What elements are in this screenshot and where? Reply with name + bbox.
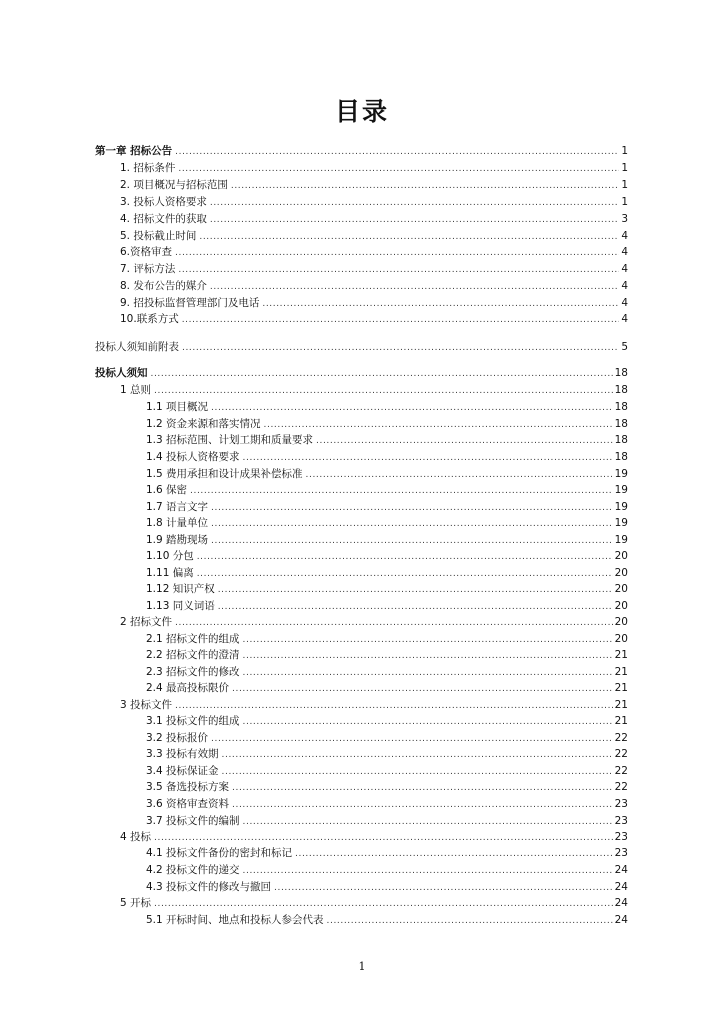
toc-entry[interactable] xyxy=(95,144,628,158)
toc-entry-label: 投标人须知 xyxy=(95,367,148,379)
page-number: 1 xyxy=(358,960,366,973)
dot-leader xyxy=(264,419,613,431)
dot-leader xyxy=(232,782,613,794)
dot-leader xyxy=(243,816,613,828)
toc-entry-page: 22 xyxy=(614,765,628,777)
toc-entry-page: 19 xyxy=(614,468,628,480)
toc-entry-label: 1.13 同义词语 xyxy=(146,600,215,612)
toc-entry-label: 第一章 招标公告 xyxy=(95,145,173,157)
toc-entry-label: 1.12 知识产权 xyxy=(146,583,215,595)
toc-entry-page: 18 xyxy=(614,418,628,430)
toc-entry-label: 1.11 偏离 xyxy=(146,567,194,579)
toc-entry-page: 24 xyxy=(614,914,628,926)
toc-entry-label: 1.5 费用承担和设计成果补偿标准 xyxy=(146,468,303,480)
toc-entry-page: 20 xyxy=(614,550,628,562)
toc-entry-label: 5 开标 xyxy=(120,897,152,909)
dot-leader xyxy=(243,865,613,877)
toc-entry[interactable] xyxy=(146,483,628,497)
toc-entry-page: 20 xyxy=(614,633,628,645)
toc-entry[interactable] xyxy=(146,599,628,613)
toc-entry[interactable] xyxy=(120,312,628,326)
dot-leader xyxy=(218,584,613,596)
toc-entry-page: 24 xyxy=(614,864,628,876)
toc-entry[interactable] xyxy=(146,665,628,679)
dot-leader xyxy=(175,700,613,712)
toc-entry-label: 1.1 项目概况 xyxy=(146,401,209,413)
toc-entry-page: 24 xyxy=(614,897,628,909)
dot-leader xyxy=(210,281,619,293)
toc-entry-label: 7. 评标方法 xyxy=(120,263,176,275)
toc-entry-page: 20 xyxy=(614,616,628,628)
dot-leader xyxy=(175,247,619,259)
dot-leader xyxy=(211,502,613,514)
toc-entry[interactable] xyxy=(146,417,628,431)
dot-leader xyxy=(222,749,613,761)
dot-leader xyxy=(316,435,613,447)
toc-entry-label: 1.2 资金来源和落实情况 xyxy=(146,418,261,430)
toc-entry-page: 19 xyxy=(614,484,628,496)
toc-entry-page: 20 xyxy=(614,583,628,595)
toc-entry-page: 23 xyxy=(614,847,628,859)
toc-entry-page: 4 xyxy=(621,246,628,258)
toc-entry-label: 2 招标文件 xyxy=(120,616,173,628)
toc-entry[interactable] xyxy=(120,161,628,175)
toc-entry-label: 1.4 投标人资格要求 xyxy=(146,451,240,463)
toc-entry[interactable] xyxy=(146,814,628,828)
dot-leader xyxy=(178,264,619,276)
toc-entry[interactable] xyxy=(146,913,628,927)
toc-entry[interactable] xyxy=(120,279,628,293)
toc-entry-label: 4.3 投标文件的修改与撤回 xyxy=(146,881,272,893)
toc-entry-page: 1 xyxy=(621,196,628,208)
toc-entry-label: 1.7 语言文字 xyxy=(146,501,209,513)
toc-entry-label: 3.6 资格审查资料 xyxy=(146,798,230,810)
toc-entry[interactable] xyxy=(120,195,628,209)
toc-entry[interactable] xyxy=(146,516,628,530)
dot-leader xyxy=(232,799,613,811)
toc-entry-label: 3.2 投标报价 xyxy=(146,732,209,744)
dot-leader xyxy=(197,551,613,563)
toc-entry-page: 19 xyxy=(614,534,628,546)
toc-entry-page: 4 xyxy=(621,313,628,325)
dot-leader xyxy=(262,298,619,310)
dot-leader xyxy=(154,385,613,397)
toc-entry[interactable] xyxy=(146,566,628,580)
toc-entry[interactable] xyxy=(146,731,628,745)
toc-entry[interactable] xyxy=(120,615,628,629)
toc-entry-label: 5.1 开标时间、地点和投标人参会代表 xyxy=(146,914,324,926)
dot-leader xyxy=(178,163,619,175)
dot-leader xyxy=(190,485,613,497)
toc-entry-label: 1. 招标条件 xyxy=(120,162,176,174)
dot-leader xyxy=(211,733,613,745)
dot-leader xyxy=(243,452,613,464)
toc-entry-label: 1.10 分包 xyxy=(146,550,194,562)
toc-entry-label: 4. 招标文件的获取 xyxy=(120,213,207,225)
toc-entry-page: 21 xyxy=(614,649,628,661)
toc-entry-page: 18 xyxy=(614,434,628,446)
dot-leader xyxy=(327,915,613,927)
toc-entry[interactable] xyxy=(146,714,628,728)
toc-entry-page: 21 xyxy=(614,666,628,678)
toc-entry-label: 1.6 保密 xyxy=(146,484,188,496)
dot-leader xyxy=(243,716,613,728)
toc-entry[interactable] xyxy=(146,450,628,464)
dot-leader xyxy=(182,314,620,326)
toc-entry-label: 1.3 招标范围、计划工期和质量要求 xyxy=(146,434,314,446)
toc-entry[interactable] xyxy=(146,797,628,811)
dot-leader xyxy=(154,832,613,844)
toc-entry-page: 18 xyxy=(614,401,628,413)
toc-entry-label: 9. 招投标监督管理部门及电话 xyxy=(120,297,260,309)
dot-leader xyxy=(232,683,613,695)
toc-entry-page: 23 xyxy=(614,831,628,843)
toc-entry-page: 20 xyxy=(614,567,628,579)
toc-entry-page: 1 xyxy=(621,179,628,191)
toc-entry-label: 1.8 计量单位 xyxy=(146,517,209,529)
dot-leader xyxy=(306,469,613,481)
dot-leader xyxy=(197,568,613,580)
dot-leader xyxy=(211,402,613,414)
toc-entry-page: 21 xyxy=(614,715,628,727)
toc-entry[interactable] xyxy=(146,880,628,894)
dot-leader xyxy=(218,601,613,613)
dot-leader xyxy=(231,180,619,192)
toc-entry-label: 投标人须知前附表 xyxy=(95,341,179,353)
dot-leader xyxy=(151,368,613,380)
toc-entry[interactable] xyxy=(120,262,628,276)
dot-leader xyxy=(243,667,613,679)
toc-entry-page: 1 xyxy=(621,145,628,157)
toc-entry[interactable] xyxy=(120,296,628,310)
toc-entry-page: 22 xyxy=(614,781,628,793)
toc-entry-label: 1.9 踏勘现场 xyxy=(146,534,209,546)
toc-entry[interactable] xyxy=(146,681,628,695)
toc-entry-label: 4.1 投标文件备份的密封和标记 xyxy=(146,847,293,859)
toc-entry-page: 18 xyxy=(614,451,628,463)
toc-entry-label: 3.3 投标有效期 xyxy=(146,748,219,760)
toc-entry[interactable] xyxy=(146,549,628,563)
toc-entry-label: 2. 项目概况与招标范围 xyxy=(120,179,228,191)
toc-entry-page: 4 xyxy=(621,280,628,292)
toc-entry-label: 6.资格审查 xyxy=(120,246,173,258)
toc-entry-label: 3. 投标人资格要求 xyxy=(120,196,207,208)
toc-entry[interactable] xyxy=(146,846,628,860)
toc-entry-label: 2.2 招标文件的澄清 xyxy=(146,649,240,661)
dot-leader xyxy=(210,214,619,226)
toc-entry-label: 10.联系方式 xyxy=(120,313,179,325)
toc-entry-page: 4 xyxy=(621,263,628,275)
toc-entry[interactable] xyxy=(146,582,628,596)
dot-leader xyxy=(295,848,613,860)
toc-entry[interactable] xyxy=(120,178,628,192)
toc-entry[interactable] xyxy=(146,780,628,794)
toc-entry[interactable] xyxy=(146,500,628,514)
toc-entry[interactable] xyxy=(120,212,628,226)
dot-leader xyxy=(210,197,619,209)
toc-entry[interactable] xyxy=(120,698,628,712)
dot-leader xyxy=(243,650,613,662)
toc-entry-label: 3.4 投标保证金 xyxy=(146,765,219,777)
toc-entry-label: 2.4 最高投标限价 xyxy=(146,682,230,694)
toc-entry-page: 23 xyxy=(614,798,628,810)
dot-leader xyxy=(199,231,619,243)
dot-leader xyxy=(154,898,613,910)
toc-entry-label: 5. 投标截止时间 xyxy=(120,230,197,242)
toc-entry[interactable] xyxy=(146,433,628,447)
toc-entry-label: 3.1 投标文件的组成 xyxy=(146,715,240,727)
toc-entry-label: 3.5 备选投标方案 xyxy=(146,781,230,793)
dot-leader xyxy=(211,518,613,530)
dot-leader xyxy=(222,766,613,778)
toc-entry-page: 23 xyxy=(614,815,628,827)
toc-entry-label: 4 投标 xyxy=(120,831,152,843)
toc-entry-label: 4.2 投标文件的递交 xyxy=(146,864,240,876)
toc-entry[interactable] xyxy=(146,747,628,761)
toc-entry[interactable] xyxy=(146,764,628,778)
toc-entry-label: 1 总则 xyxy=(120,384,152,396)
dot-leader xyxy=(175,146,619,158)
toc-entry[interactable] xyxy=(95,366,628,380)
toc-entry[interactable] xyxy=(146,467,628,481)
toc-entry-page: 22 xyxy=(614,732,628,744)
toc-entry-page: 21 xyxy=(614,699,628,711)
dot-leader xyxy=(175,617,613,629)
toc-entry-page: 5 xyxy=(621,341,628,353)
dot-leader xyxy=(243,634,613,646)
dot-leader xyxy=(274,882,613,894)
toc-entry[interactable] xyxy=(146,400,628,414)
toc-entry[interactable] xyxy=(146,533,628,547)
toc-entry-page: 19 xyxy=(614,501,628,513)
toc-entry-page: 3 xyxy=(621,213,628,225)
toc-entry-page: 4 xyxy=(621,297,628,309)
toc-entry[interactable] xyxy=(120,383,628,397)
page-title: 目录 xyxy=(334,97,389,126)
toc-entry-label: 3.7 投标文件的编制 xyxy=(146,815,240,827)
toc-entry[interactable] xyxy=(120,896,628,910)
dot-leader xyxy=(182,342,619,354)
toc-entry-page: 18 xyxy=(614,384,628,396)
toc-entry-page: 4 xyxy=(621,230,628,242)
toc-entry-page: 18 xyxy=(614,367,628,379)
toc-entry[interactable] xyxy=(146,632,628,646)
toc-entry[interactable] xyxy=(146,648,628,662)
toc-entry-page: 24 xyxy=(614,881,628,893)
toc-entry-label: 8. 发布公告的媒介 xyxy=(120,280,207,292)
toc-entry[interactable] xyxy=(120,245,628,259)
toc-entry-page: 1 xyxy=(621,162,628,174)
toc-entry-page: 21 xyxy=(614,682,628,694)
toc-entry[interactable] xyxy=(120,830,628,844)
toc-entry[interactable] xyxy=(95,340,628,354)
toc-entry-label: 3 投标文件 xyxy=(120,699,173,711)
toc-entry-page: 20 xyxy=(614,600,628,612)
toc-entry[interactable] xyxy=(146,863,628,877)
toc-entry-page: 19 xyxy=(614,517,628,529)
dot-leader xyxy=(211,535,613,547)
toc-entry-page: 22 xyxy=(614,748,628,760)
toc-entry-label: 2.3 招标文件的修改 xyxy=(146,666,240,678)
toc-entry[interactable] xyxy=(120,229,628,243)
toc-entry-label: 2.1 招标文件的组成 xyxy=(146,633,240,645)
